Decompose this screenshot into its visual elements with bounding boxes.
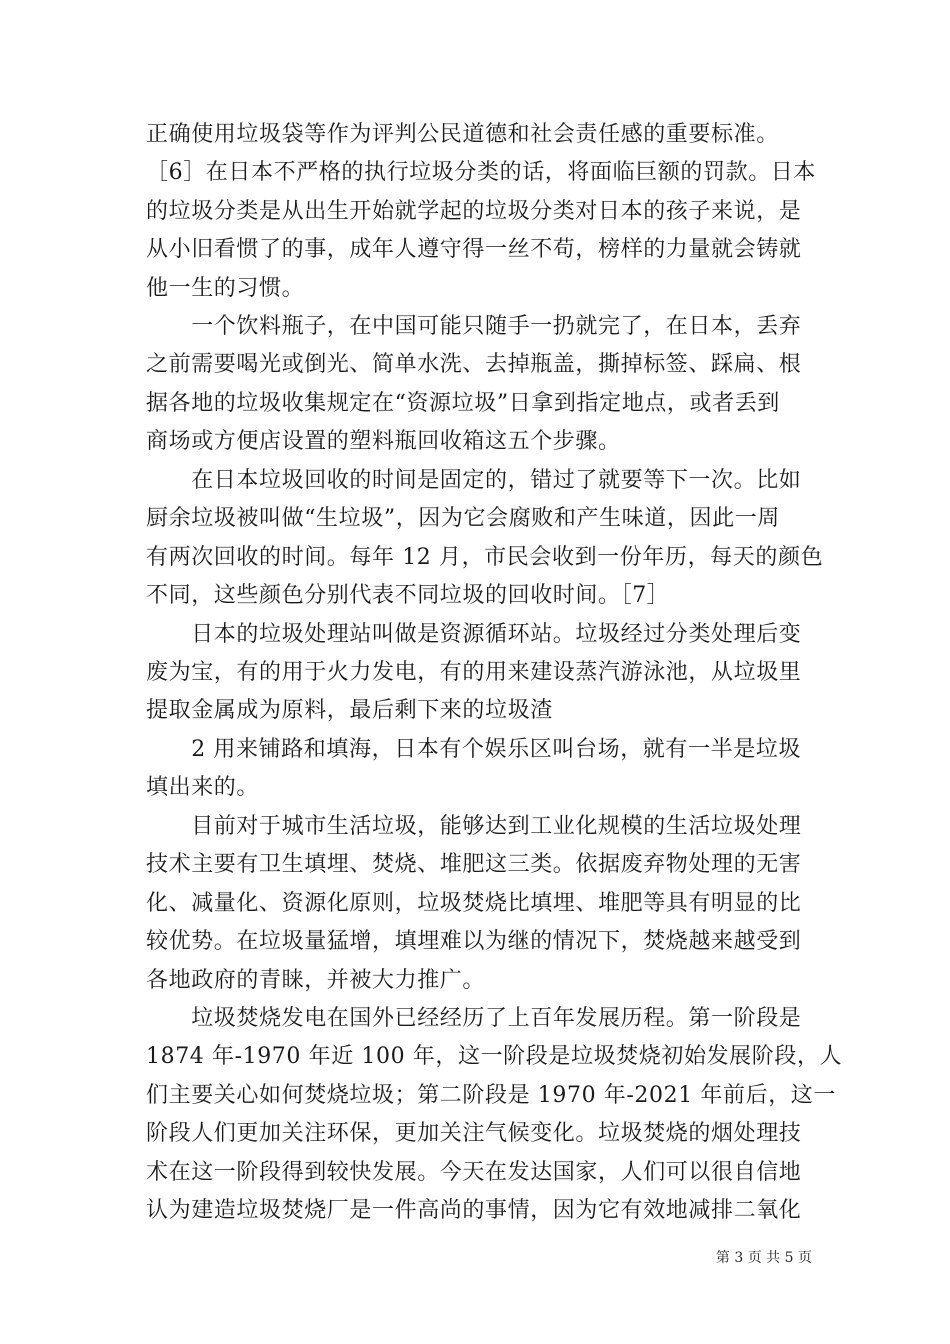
text-line: 提取金属成为原料，最后剩下来的垃圾渣	[146, 698, 553, 723]
text-line: 技术主要有卫生填埋、焚烧、堆肥这三类。依据废弃物处理的无害	[146, 852, 802, 877]
text-line: 他一生的习惯。	[146, 276, 305, 301]
text-line: 化、减量化、资源化原则，垃圾焚烧比填埋、堆肥等具有明显的比	[146, 891, 802, 916]
page-number-footer: 第 3 页 共 5 页	[715, 1250, 812, 1266]
text-line: 不同，这些颜色分别代表不同垃圾的回收时间。［7］	[146, 583, 670, 608]
text-line: 各地政府的青睐，并被大力推广。	[146, 968, 486, 993]
text-line: 有两次回收的时间。每年 12 月，市民会收到一份年历，每天的颜色	[146, 545, 824, 570]
text-line: 认为建造垃圾焚烧厂是一件高尚的事情，因为它有效地减排二氧化	[146, 1198, 802, 1223]
text-line: 从小旧看惯了的事，成年人遵守得一丝不苟，榜样的力量就会铸就	[146, 237, 802, 262]
text-line: 日本的垃圾处理站叫做是资源循环站。垃圾经过分类处理后变	[146, 622, 802, 647]
text-line: 废为宝，有的用于火力发电，有的用来建设蒸汽游泳池，从垃圾里	[146, 660, 802, 685]
text-line: 填出来的。	[146, 775, 260, 800]
text-line: 阶段人们更加关注环保，更加关注气候变化。垃圾焚烧的烟处理技	[146, 1121, 802, 1146]
text-line: 术在这一阶段得到较快发展。今天在发达国家，人们可以很自信地	[146, 1160, 802, 1185]
text-line: ［6］在日本不严格的执行垃圾分类的话，将面临巨额的罚款。日本	[146, 160, 816, 185]
text-line: 正确使用垃圾袋等作为评判公民道德和社会责任感的重要标准。	[146, 122, 779, 147]
text-line: 的垃圾分类是从出生开始就学起的垃圾分类对日本的孩子来说，是	[146, 199, 802, 224]
text-line: 商场或方便店设置的塑料瓶回收箱这五个步骤。	[146, 429, 621, 454]
text-line: 据各地的垃圾收集规定在“资源垃圾”日拿到指定地点，或者丢到	[146, 391, 780, 416]
text-line: 之前需要喝光或倒光、简单水洗、去掉瓶盖，撕掉标签、踩扁、根	[146, 352, 802, 377]
text-line: 较优势。在垃圾量猛增，填埋难以为继的情况下，焚烧越来越受到	[146, 929, 802, 954]
text-line: 2 用来铺路和填海，日本有个娱乐区叫台场，就有一半是垃圾	[146, 737, 801, 762]
text-line: 们主要关心如何焚烧垃圾；第二阶段是 1970 年-2021 年前后，这一	[146, 1083, 836, 1108]
text-line: 在日本垃圾回收的时间是固定的，错过了就要等下一次。比如	[146, 468, 802, 493]
text-line: 垃圾焚烧发电在国外已经经历了上百年发展历程。第一阶段是	[146, 1006, 802, 1031]
text-line: 一个饮料瓶子，在中国可能只随手一扔就完了，在日本，丢弃	[146, 314, 802, 339]
text-line: 目前对于城市生活垃圾，能够达到工业化规模的生活垃圾处理	[146, 814, 802, 839]
text-line: 1874 年-1970 年近 100 年，这一阶段是垃圾焚烧初始发展阶段，人	[146, 1044, 843, 1069]
text-line: 厨余垃圾被叫做“生垃圾”，因为它会腐败和产生味道，因此一周	[146, 506, 780, 531]
